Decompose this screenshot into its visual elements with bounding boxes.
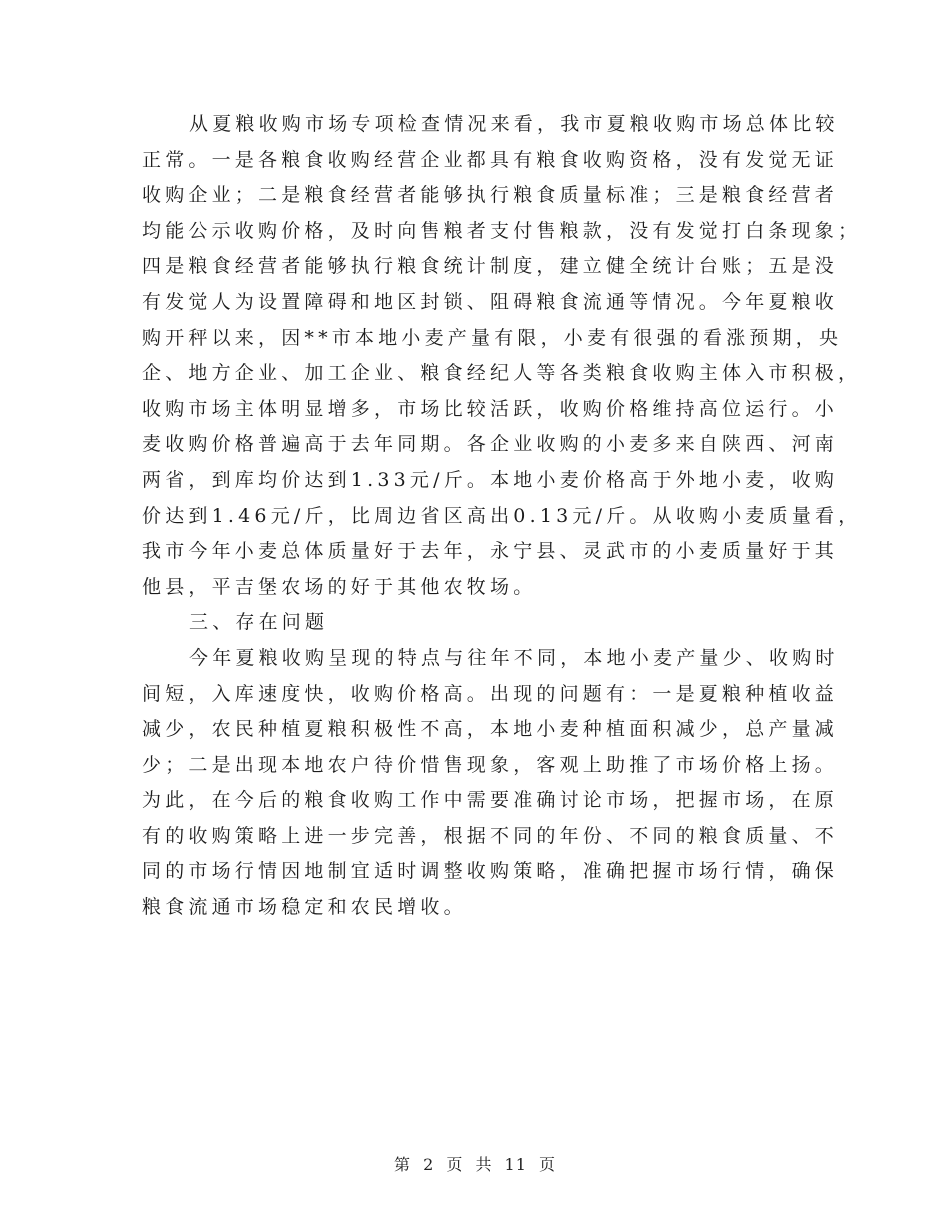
paragraph-line: 间短，入库速度快，收购价格高。出现的问题有：一是夏粮种植收益 <box>142 682 839 705</box>
paragraph-line: 四是粮食经营者能够执行粮食统计制度，建立健全统计台账；五是没 <box>142 255 839 278</box>
paragraph-line: 麦收购价格普遍高于去年同期。各企业收购的小麦多来自陕西、河南 <box>142 433 839 456</box>
paragraph-line: 我市今年小麦总体质量好于去年，永宁县、灵武市的小麦质量好于其 <box>142 540 839 563</box>
paragraph-line: 今年夏粮收购呈现的特点与往年不同，本地小麦产量少、收购时 <box>189 646 839 669</box>
page-footer <box>0 1152 950 1175</box>
paragraph-line: 同的市场行情因地制宜适时调整收购策略，准确把握市场行情，确保 <box>142 860 839 883</box>
paragraph-line: 收购企业；二是粮食经营者能够执行粮食质量标准；三是粮食经营者 <box>142 184 839 207</box>
document-body <box>142 107 862 926</box>
paragraph-line: 两省，到库均价达到1.33元/斤。本地小麦价格高于外地小麦，收购 <box>142 468 839 491</box>
paragraph-line: 有的收购策略上进一步完善，根据不同的年份、不同的粮食质量、不 <box>142 824 839 847</box>
paragraph-line: 为此，在今后的粮食收购工作中需要准确讨论市场，把握市场，在原 <box>142 789 839 812</box>
paragraph-line: 购开秤以来，因**市本地小麦产量有限，小麦有很强的看涨预期，央 <box>142 326 843 349</box>
paragraph-line: 从夏粮收购市场专项检查情况来看，我市夏粮收购市场总体比较 <box>189 113 839 135</box>
paragraph-line: 他县，平吉堡农场的好于其他农牧场。 <box>142 575 537 598</box>
paragraph-line: 粮食流通市场稳定和农民增收。 <box>142 896 467 919</box>
paragraph-line: 均能公示收购价格，及时向售粮者支付售粮款，没有发觉打白条现象； <box>142 219 862 242</box>
section-heading: 三、存在问题 <box>189 611 329 634</box>
paragraph-line: 收购市场主体明显增多，市场比较活跃，收购价格维持高位运行。小 <box>142 397 839 420</box>
paragraph-line: 企、地方企业、加工企业、粮食经纪人等各类粮食收购主体入市积极， <box>142 362 862 385</box>
paragraph-line: 有发觉人为设置障碍和地区封锁、阻碍粮食流通等情况。今年夏粮收 <box>142 290 839 313</box>
paragraph-line: 正常。一是各粮食收购经营企业都具有粮食收购资格，没有发觉无证 <box>142 148 839 171</box>
paragraph-line: 价达到1.46元/斤，比周边省区高出0.13元/斤。从收购小麦质量看， <box>142 504 862 527</box>
page-number-label: 第 2 页 共 11 页 <box>394 1155 556 1174</box>
paragraph-line: 减少，农民种植夏粮积极性不高，本地小麦种植面积减少，总产量减 <box>142 718 839 741</box>
paragraph-line: 少；二是出现本地农户待价惜售现象，客观上助推了市场价格上扬。 <box>142 753 839 776</box>
